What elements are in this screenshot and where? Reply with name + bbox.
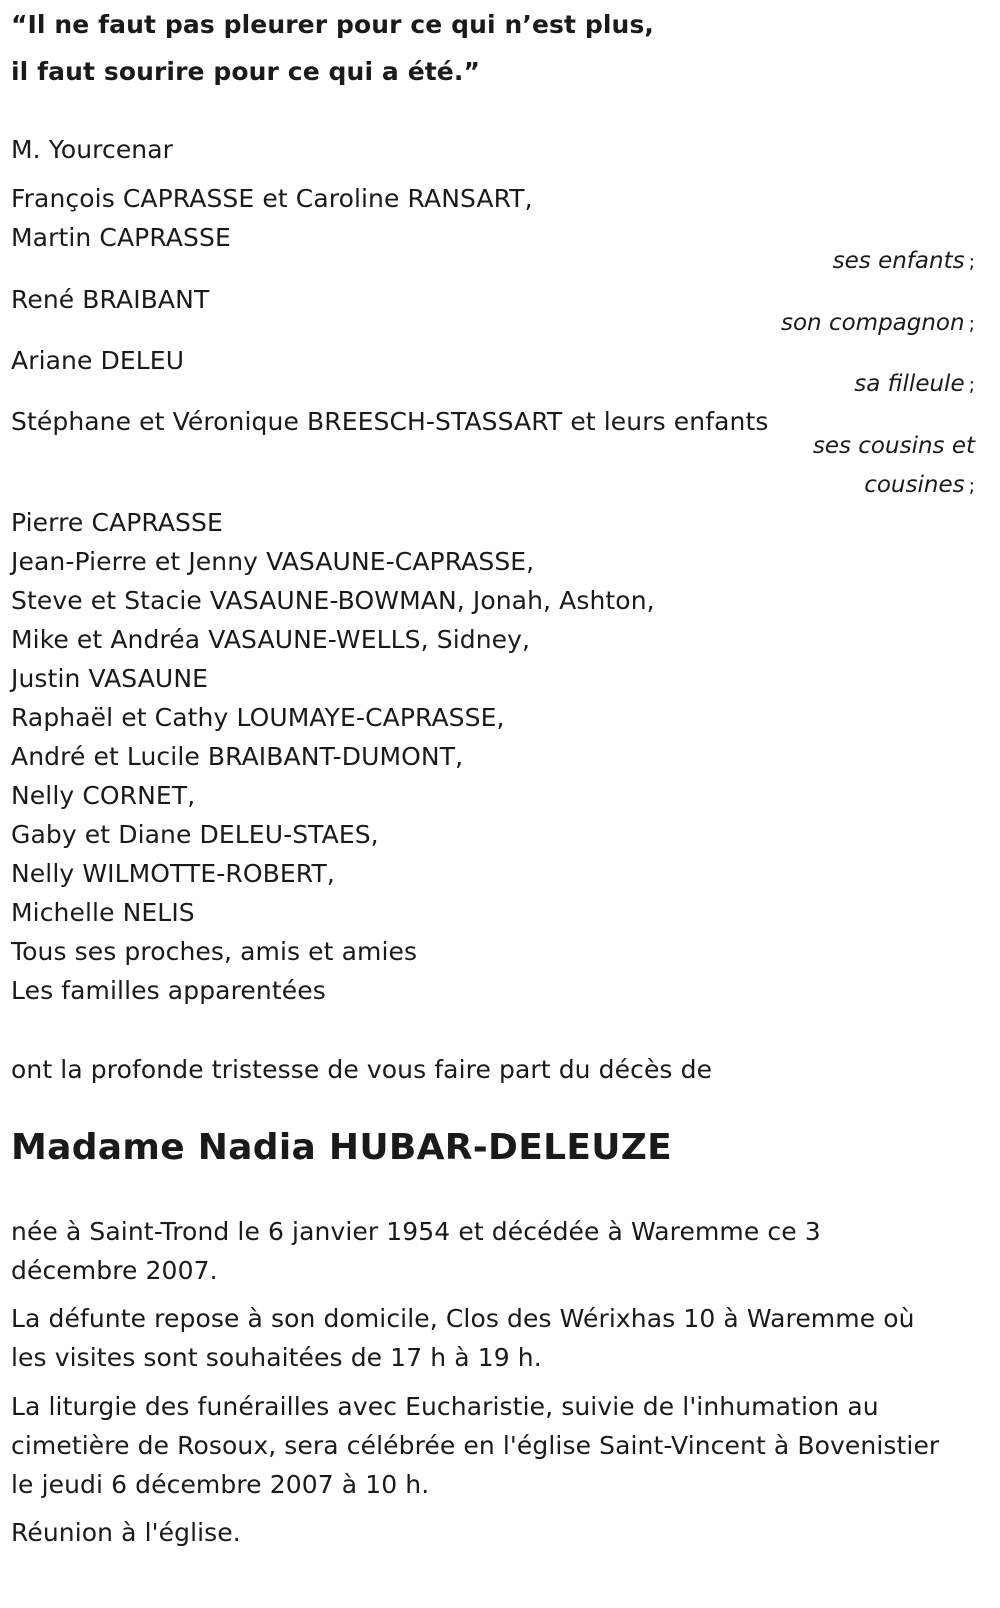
birth-death-line: née à Saint-Trond le 6 janvier 1954 et décédée à Waremme ce 3 [11, 1217, 821, 1246]
other-family-member: Les familles apparentées [11, 976, 326, 1005]
visitation-line: La défunte repose à son domicile, Clos des Wérixhas 10 à Waremme où [11, 1304, 915, 1333]
funeral-line: le jeudi 6 décembre 2007 à 10 h. [11, 1470, 430, 1499]
relation-label [833, 247, 975, 276]
relation-label: ses cousins et [812, 433, 975, 459]
quote-line-1: “Il ne faut pas pleurer pour ce qui n’est plus, [11, 10, 655, 39]
other-family-member: Michelle NELIS [11, 898, 195, 927]
other-family-member: Justin VASAUNE [11, 664, 209, 693]
relation-text: sa filleule [854, 371, 965, 397]
relation-separator: ; [968, 475, 975, 497]
announcement-text: ont la profonde tristesse de vous faire part du décès de [11, 1055, 713, 1084]
family-name: François CAPRASSE et Caroline RANSART, [11, 184, 533, 213]
quote-author: M. Yourcenar [11, 135, 174, 164]
relation-label [864, 471, 975, 500]
relation-separator: ; [968, 374, 975, 396]
other-family-member: André et Lucile BRAIBANT-DUMONT, [11, 742, 464, 771]
relation-text: son compagnon [781, 310, 965, 336]
other-family-member: Mike et Andréa VASAUNE-WELLS, Sidney, [11, 625, 531, 654]
relation-label [781, 309, 975, 338]
funeral-line: La liturgie des funérailles avec Eucharistie, suivie de l'inhumation au [11, 1392, 879, 1421]
relation-text: ses enfants [832, 248, 965, 274]
family-name: Ariane DELEU [11, 346, 185, 375]
family-name: René BRAIBANT [11, 285, 210, 314]
other-family-member: Steve et Stacie VASAUNE-BOWMAN, Jonah, Ashton, [11, 586, 655, 615]
quote-line-2: il faut sourire pour ce qui a été.” [11, 57, 480, 86]
other-family-member: Nelly WILMOTTE-ROBERT, [11, 859, 335, 888]
relation-separator: ; [968, 251, 975, 273]
family-name: Martin CAPRASSE [11, 223, 231, 252]
family-name: Stéphane et Véronique BREESCH-STASSART et leurs enfants [11, 407, 769, 436]
relation-label [854, 370, 975, 399]
other-family-member: Raphaël et Cathy LOUMAYE-CAPRASSE, [11, 703, 505, 732]
relation-text: cousines [864, 472, 965, 498]
obituary-notice [11, 0, 991, 1608]
other-family-member: Pierre CAPRASSE [11, 508, 223, 537]
relation-separator: ; [968, 313, 975, 335]
other-family-member: Tous ses proches, amis et amies [11, 937, 418, 966]
funeral-line: cimetière de Rosoux, sera célébrée en l'église Saint-Vincent à Bovenistier [11, 1431, 940, 1460]
other-family-member: Jean-Pierre et Jenny VASAUNE-CAPRASSE, [11, 547, 535, 576]
deceased-name: Madame Nadia HUBAR-DELEUZE [11, 1127, 673, 1168]
closing-text: Réunion à l'église. [11, 1518, 241, 1547]
visitation-line: les visites sont souhaitées de 17 h à 19 h. [11, 1343, 542, 1372]
other-family-member: Nelly CORNET, [11, 781, 196, 810]
birth-death-line: décembre 2007. [11, 1256, 218, 1285]
other-family-member: Gaby et Diane DELEU-STAES, [11, 820, 379, 849]
